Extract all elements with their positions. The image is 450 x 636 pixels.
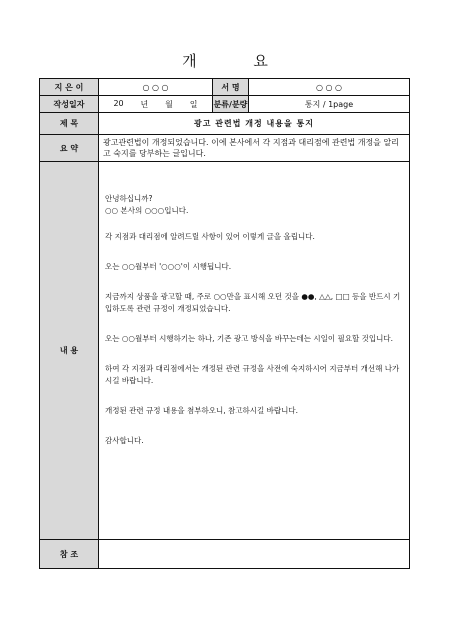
author-value[interactable]: ○ ○ ○ [99,79,213,96]
reference-label: 참 조 [40,540,99,569]
author-row [40,79,410,96]
content-paragraph: 각 지점과 대리점에 알려드릴 사항이 있어 이렇게 글을 올립니다. [105,232,315,241]
content-body[interactable] [99,162,410,540]
author-label: 지 은 이 [40,79,99,96]
subject-row [40,113,410,135]
subject-value[interactable]: 광고 관련법 개정 내용을 통지 [99,113,410,135]
date-label: 작성일자 [40,96,99,113]
summary-row [40,135,410,162]
content-row [40,162,410,540]
content-paragraph: 개정된 관련 규정 내용을 첨부하오니, 참고하시길 바랍니다. [105,406,298,415]
subject-label: 제 목 [40,113,99,135]
reference-value[interactable] [99,540,410,569]
content-paragraph: 감사합니다. [105,436,144,445]
date-day-unit: 일 [189,99,198,109]
page-title: 개 요 [182,52,294,70]
content-label: 내 용 [40,162,99,540]
document-form-table [39,78,410,569]
content-paragraph: 지금까지 상품을 광고할 때, 주로 ○○만을 표시해 오던 것을 ●●, △△, □□ 등을 반드시 기입하도록 관련 규정이 개정되었습니다. [105,292,401,313]
summary-value[interactable]: 광고관련법이 개정되었습니다. 이에 본사에서 각 지점과 대리점에 관련법 개정을 알리고 숙지를 당부하는 글입니다. [99,135,410,162]
summary-label: 요 약 [40,135,99,162]
signature-value[interactable]: ○ ○ ○ [249,79,410,96]
date-row [40,96,410,113]
content-paragraph: 오는 ○○월부터 '○○○'이 시행됩니다. [105,262,232,271]
reference-row [40,540,410,569]
category-value[interactable]: 통지 / 1page [249,96,410,113]
signature-label: 서 명 [213,79,249,96]
date-month-unit: 월 [165,99,173,109]
date-value[interactable] [99,96,213,113]
content-paragraph: 하여 각 지점과 대리점에서는 개정된 관련 규정을 사전에 숙지하시어 지금부터 개선해 나가시길 바랍니다. [105,364,400,385]
category-label: 분류/분량 [213,96,249,113]
content-paragraph: 오는 ○○월부터 시행하기는 하나, 기존 광고 방식을 바꾸는데는 시일이 필요할 것입니다. [105,334,394,343]
content-paragraph: 안녕하십니까? ○○ 본사의 ○○○입니다. [105,194,189,215]
date-year-unit: 년 [140,99,149,109]
date-year: 20 [113,98,124,108]
